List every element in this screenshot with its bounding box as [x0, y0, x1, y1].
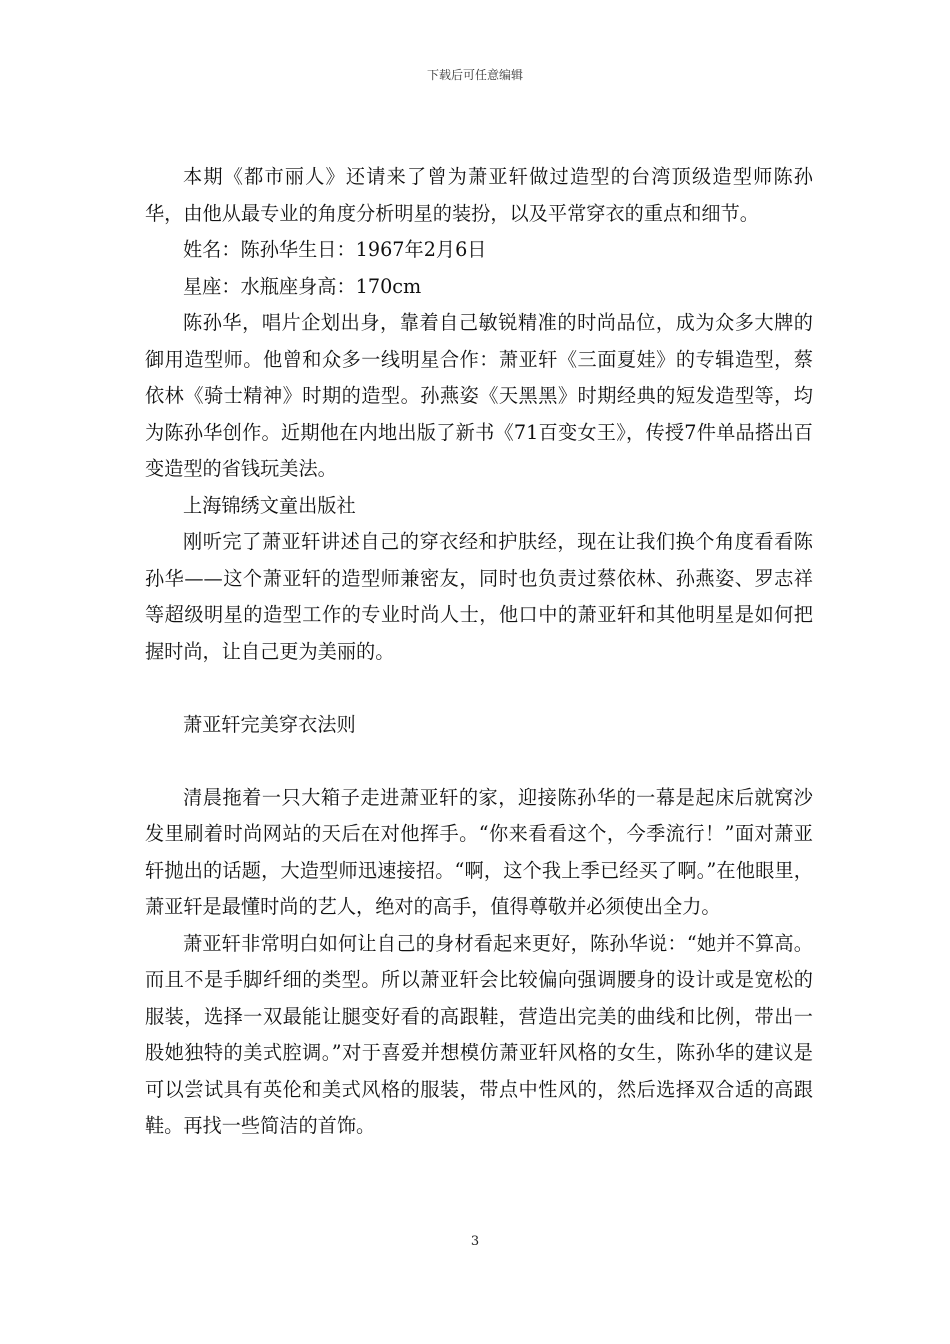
page-header: 下载后可任意编辑: [426, 68, 523, 82]
section-heading: 萧亚轩完美穿衣法则: [183, 712, 356, 736]
name-birthday-line: 姓名：陈孙华生日：1967年2月6日: [183, 238, 487, 261]
morning-paragraph: 清晨拖着一只大箱子走进萧亚轩的家，迎接陈孙华的一幕是起床后就窝沙发里刷着时尚网站的天后在对他挥手。“你来看看这个，今季流行！”面对萧亚轩抛出的话题，大造型师迅速接招。“啊，这个我上季已经买了啊。”在他眼里，萧亚轩是最懂时尚的艺人，绝对的高手，值得尊敬并必须使出全力。: [145, 785, 813, 918]
bio-paragraph: 陈孙华，唱片企划出身，靠着自己敏锐精准的时尚品位，成为众多大牌的御用造型师。他曾和众多一线明星合作：萧亚轩《三面夏娃》的专辑造型，蔡依林《骑士精神》时期的造型。孙燕姿《天黑黑》时期经典的短发造型等，均为陈孙华创作。近期他在内地出版了新书《71百变女王》，传授7件单品搭出百变造型的省钱玩美法。: [145, 311, 813, 480]
intro-paragraph: 本期《都市丽人》还请来了曾为萧亚轩做过造型的台湾顶级造型师陈孙华，由他从最专业的角度分析明星的装扮，以及平常穿衣的重点和细节。: [145, 165, 813, 225]
sign-height-line: 星座：水瓶座身高：170cm: [183, 274, 422, 298]
page-number: 3: [470, 1234, 480, 1249]
advice-paragraph: 萧亚轩非常明白如何让自己的身材看起来更好，陈孙华说：“她并不算高。而且不是手脚纤细的类型。所以萧亚轩会比较偏向强调腰身的设计或是宽松的服装，选择一双最能让腿变好看的高跟鞋，营造出完美的曲线和比例，带出一股她独特的美式腔调。”对于喜爱并想模仿萧亚轩风格的女生，陈孙华的建议是可以尝试具有英伦和美式风格的服装，带点中性风的，然后选择双合适的高跟鞋。再找一些简洁的首饰。: [145, 931, 813, 1137]
publisher-line: 上海锦绣文童出版社: [183, 493, 356, 517]
document-body: [145, 159, 813, 1145]
transition-paragraph: 刚听完了萧亚轩讲述自己的穿衣经和护肤经，现在让我们换个角度看看陈孙华——这个萧亚轩的造型师兼密友，同时也负责过蔡依林、孙燕姿、罗志祥等超级明星的造型工作的专业时尚人士，他口中的萧亚轩和其他明星是如何把握时尚，让自己更为美丽的。: [145, 530, 813, 663]
